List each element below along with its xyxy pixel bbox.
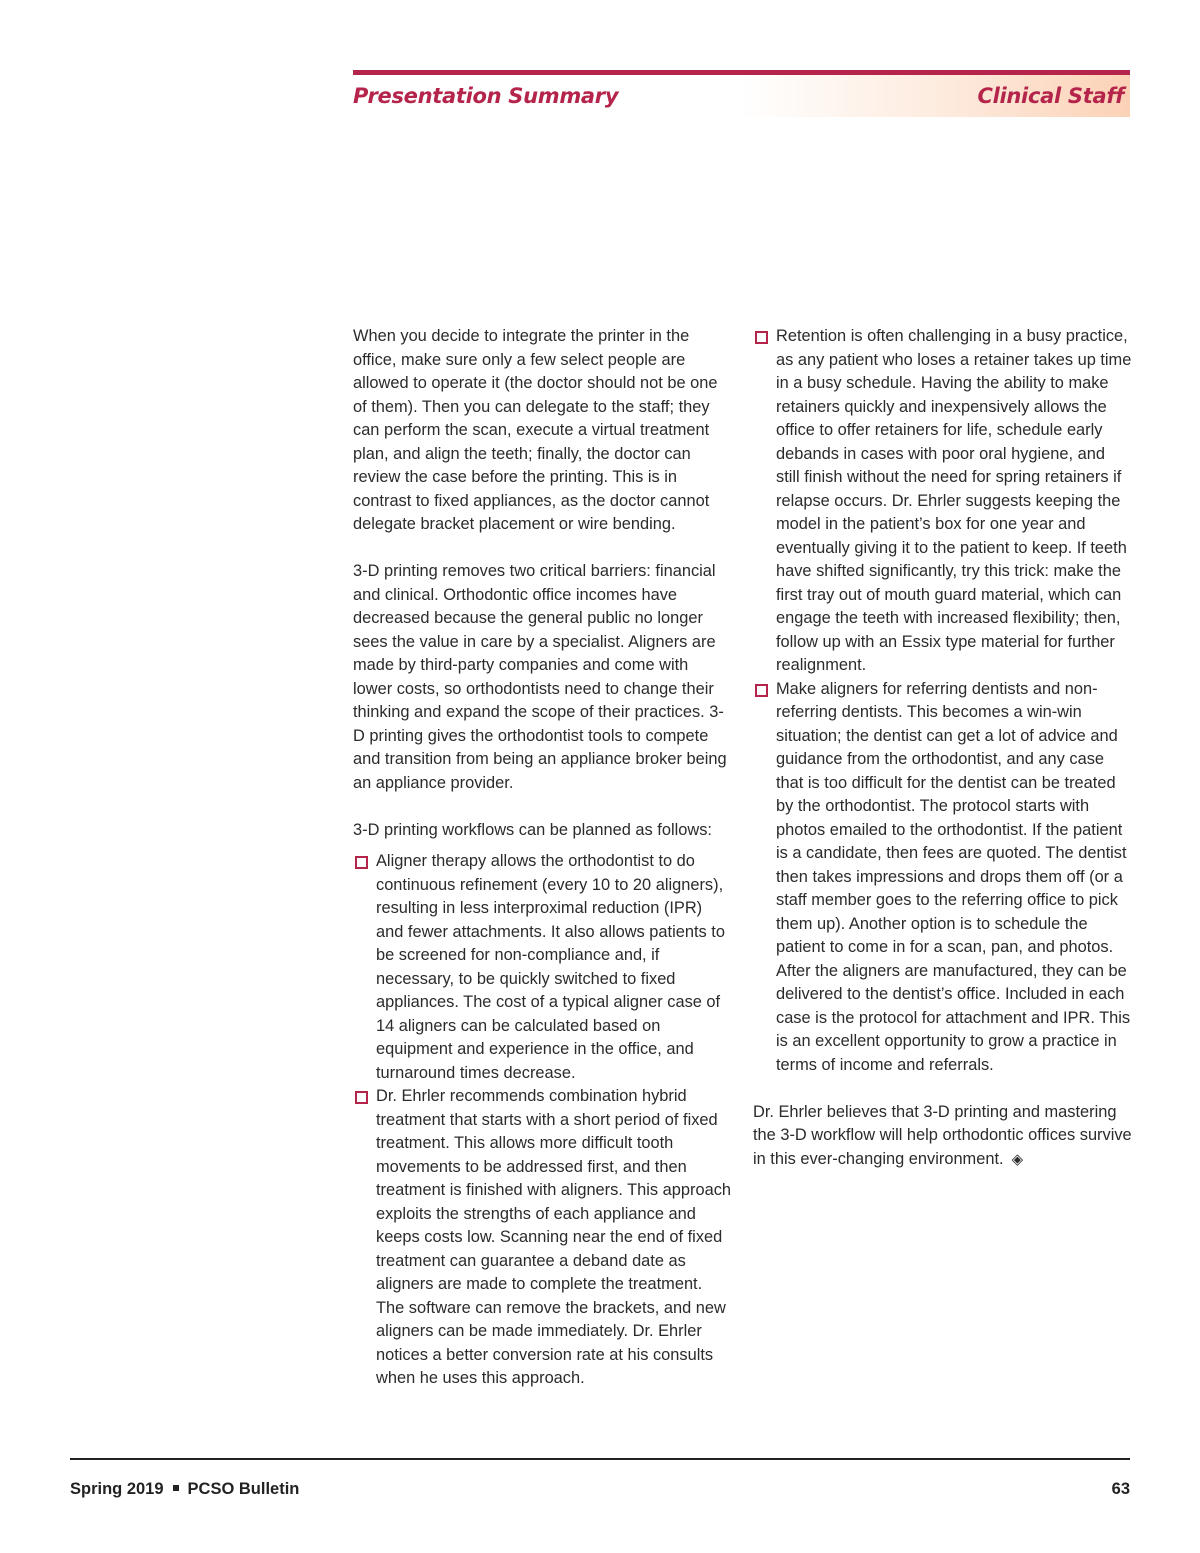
paragraph-barriers: 3-D printing removes two critical barriers: financial and clinical. Orthodontic office incomes have decreased because the general public no longer sees the value in care by a specialist. Aligners are made by third-party companies and come with lower costs, so orthodontists need to change their thinking and expand the scope of their practices. 3-D printing gives the orthodontist tools to compete and transition from being an appliance broker being an appliance provider.	[353, 562, 727, 792]
list-item-text: Dr. Ehrler recommends combination hybrid treatment that starts with a short period of fixed treatment. This allows more difficult tooth movements to be addressed first, and then treatment is finished with aligners. This approach exploits the strengths of each appliance and keeps costs low. Scanning near the end of fixed treatment can guarantee a deband date as aligners are made to complete the treatment. The software can remove the brackets, and new aligners can be made immediately. Dr. Ehrler notices a better conversion rate at his consults when he uses this approach.	[376, 1087, 732, 1387]
left-column	[353, 325, 731, 1391]
paragraph-closing	[753, 1101, 1133, 1172]
checkbox-bullet-icon	[355, 1091, 368, 1104]
paragraph-workflows-lead: 3-D printing workflows can be planned as follows:	[353, 820, 712, 839]
checkbox-bullet-icon	[355, 856, 368, 869]
end-of-article-icon: ◈	[1011, 1150, 1024, 1168]
square-separator-icon	[173, 1485, 179, 1491]
section-title: Presentation Summary	[353, 84, 619, 108]
page-number: 63	[1111, 1480, 1130, 1498]
right-column	[753, 325, 1133, 1171]
list-item	[353, 1085, 731, 1391]
checkbox-bullet-icon	[755, 331, 768, 344]
footer-divider	[70, 1458, 1130, 1460]
list-item	[753, 678, 1133, 1078]
checkbox-bullet-icon	[755, 684, 768, 697]
list-item	[353, 850, 731, 1085]
list-item-text: Make aligners for referring dentists and non-referring dentists. This becomes a win-win situation; the dentist can get a lot of advice and guidance from the orthodontist, and any case that is too difficult for the dentist can be treated by the orthodontist. The protocol starts with photos emailed to the orthodontist. If the patient is a candidate, then fees are quoted. The dentist then takes impressions and drops them off (or a staff member goes to the referring office to pick them up). Another option is to schedule the patient to come in for a scan, pan, and photos. After the aligners are manufactured, they can be delivered to the dentist’s office. Included in each case is the protocol for attachment and IPR. This is an excellent opportunity to grow a practice in terms of income and referrals.	[776, 679, 1131, 1074]
list-item-text: Aligner therapy allows the orthodontist to do continuous refinement (every 10 to 20 aligners), resulting in less interproximal reduction (IPR) and fewer attachments. It also allows patients to be screened for non-compliance and, if necessary, to be quickly switched to fixed appliances. The cost of a typical aligner case of 14 aligners can be calculated based on equipment and experience in the office, and turnaround times decrease.	[376, 852, 725, 1082]
list-item	[753, 325, 1133, 678]
paragraph-delegation: When you decide to integrate the printer in the office, make sure only a few select people are allowed to operate it (the doctor should not be one of them). Then you can delegate to the staff; they can perform the scan, execute a virtual treatment plan, and align the teeth; finally, the doctor can review the case before the printing. This is in contrast to fixed appliances, as the doctor cannot delegate bracket placement or wire bending.	[353, 327, 718, 533]
category-label: Clinical Staff	[977, 84, 1124, 108]
footer-issue: Spring 2019	[70, 1480, 164, 1498]
footer-publication	[70, 1480, 299, 1499]
closing-text: Dr. Ehrler believes that 3-D printing and mastering the 3-D workflow will help orthodontic offices survive in this ever-changing environment.	[753, 1102, 1132, 1168]
footer-publication-name: PCSO Bulletin	[187, 1480, 300, 1498]
page-header	[353, 70, 1130, 117]
list-item-text: Retention is often challenging in a busy practice, as any patient who loses a retainer takes up time in a busy schedule. Having the ability to make retainers quickly and inexpensively allows the office to offer retainers for life, schedule early debands in cases with poor oral hygiene, and still finish without the need for spring retainers if relapse occurs. Dr. Ehrler suggests keeping the model in the patient’s box for one year and eventually giving it to the patient to keep. If teeth have shifted significantly, try this trick: make the first tray out of mouth guard material, which can engage the teeth with increased flexibility; then, follow up with an Essix type material for further realignment.	[776, 327, 1132, 674]
